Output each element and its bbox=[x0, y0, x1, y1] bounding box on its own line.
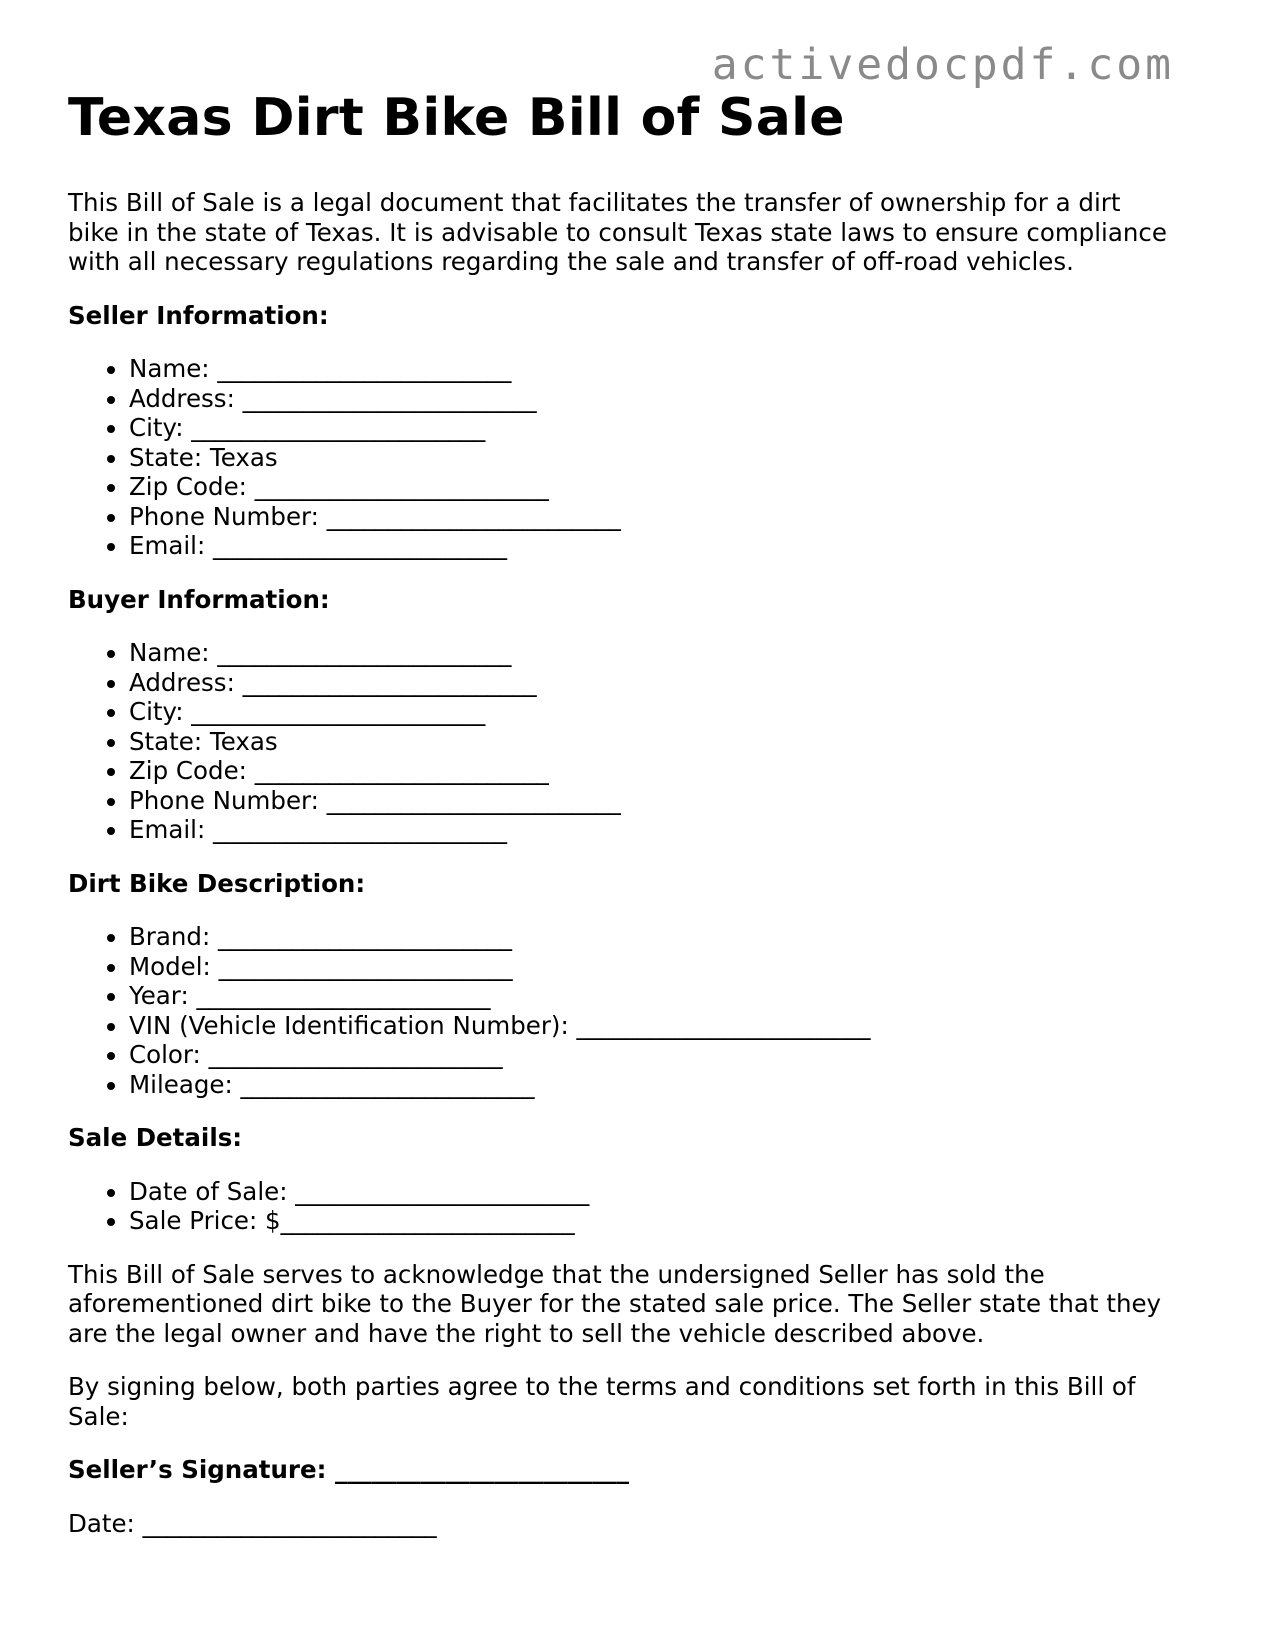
buyer-address-field[interactable]: • Address: ________________________ bbox=[129, 668, 1178, 698]
buyer-city-field[interactable]: • City: ________________________ bbox=[129, 697, 1178, 727]
seller-address-field[interactable]: • Address: ________________________ bbox=[129, 384, 1178, 414]
seller-city-field[interactable]: • City: ________________________ bbox=[129, 413, 1178, 443]
seller-phone-field[interactable]: • Phone Number: ________________________ bbox=[129, 502, 1178, 532]
watermark: activedocpdf.com bbox=[711, 40, 1174, 90]
bike-heading: Dirt Bike Description: bbox=[68, 868, 366, 898]
buyer-email-field[interactable]: • Email: ________________________ bbox=[129, 815, 1178, 845]
bike-brand-field[interactable]: • Brand: ________________________ bbox=[129, 922, 1178, 952]
document-page bbox=[68, 88, 1178, 1538]
bike-model-field[interactable]: • Model: ________________________ bbox=[129, 952, 1178, 982]
document-title: Texas Dirt Bike Bill of Sale bbox=[68, 88, 845, 148]
bike-color-field[interactable]: • Color: ________________________ bbox=[129, 1040, 1178, 1070]
seller-email-field[interactable]: • Email: ________________________ bbox=[129, 531, 1178, 561]
seller-signature-field[interactable]: Seller’s Signature: ________________________ bbox=[68, 1455, 629, 1484]
buyer-heading: Buyer Information: bbox=[68, 584, 330, 614]
bike-list bbox=[68, 922, 1178, 1099]
sale-list bbox=[68, 1177, 1178, 1236]
buyer-name-field[interactable]: • Name: ________________________ bbox=[129, 638, 1178, 668]
bike-year-field[interactable]: • Year: ________________________ bbox=[129, 981, 1178, 1011]
signature-date-field[interactable]: Date: ________________________ bbox=[68, 1508, 437, 1538]
agreement-paragraph: By signing below, both parties agree to the terms and conditions set forth in this Bill of Sale: bbox=[68, 1372, 1136, 1431]
acknowledgment-paragraph: This Bill of Sale serves to acknowledge that the undersigned Seller has sold the aforementioned dirt bike to the Buyer for the stated sale price. The Seller state that they are the legal owner and have the right to sell the vehicle described above. bbox=[68, 1259, 1162, 1348]
sale-heading: Sale Details: bbox=[68, 1123, 243, 1152]
buyer-zip-field[interactable]: • Zip Code: ________________________ bbox=[129, 756, 1178, 786]
seller-zip-field[interactable]: • Zip Code: ________________________ bbox=[129, 472, 1178, 502]
sale-date-field[interactable]: • Date of Sale: ________________________ bbox=[129, 1177, 1178, 1207]
sale-price-field[interactable]: • Sale Price: $________________________ bbox=[129, 1206, 1178, 1236]
intro-paragraph: This Bill of Sale is a legal document that facilitates the transfer of ownership for a dirt bike in the state of Texas. It is advisable to consult Texas state laws to ensure compliance with all necessary regulations regarding the sale and transfer of off-road vehicles. bbox=[68, 188, 1167, 276]
seller-list bbox=[68, 354, 1178, 561]
seller-state-field: • State: Texas bbox=[129, 443, 1178, 473]
seller-name-field[interactable]: • Name: ________________________ bbox=[129, 354, 1178, 384]
seller-heading: Seller Information: bbox=[68, 300, 329, 330]
buyer-state-field: • State: Texas bbox=[129, 727, 1178, 757]
bike-vin-field[interactable]: • VIN (Vehicle Identification Number): ________________________ bbox=[129, 1011, 1178, 1041]
bike-mileage-field[interactable]: • Mileage: ________________________ bbox=[129, 1070, 1178, 1100]
buyer-list bbox=[68, 638, 1178, 845]
buyer-phone-field[interactable]: • Phone Number: ________________________ bbox=[129, 786, 1178, 816]
